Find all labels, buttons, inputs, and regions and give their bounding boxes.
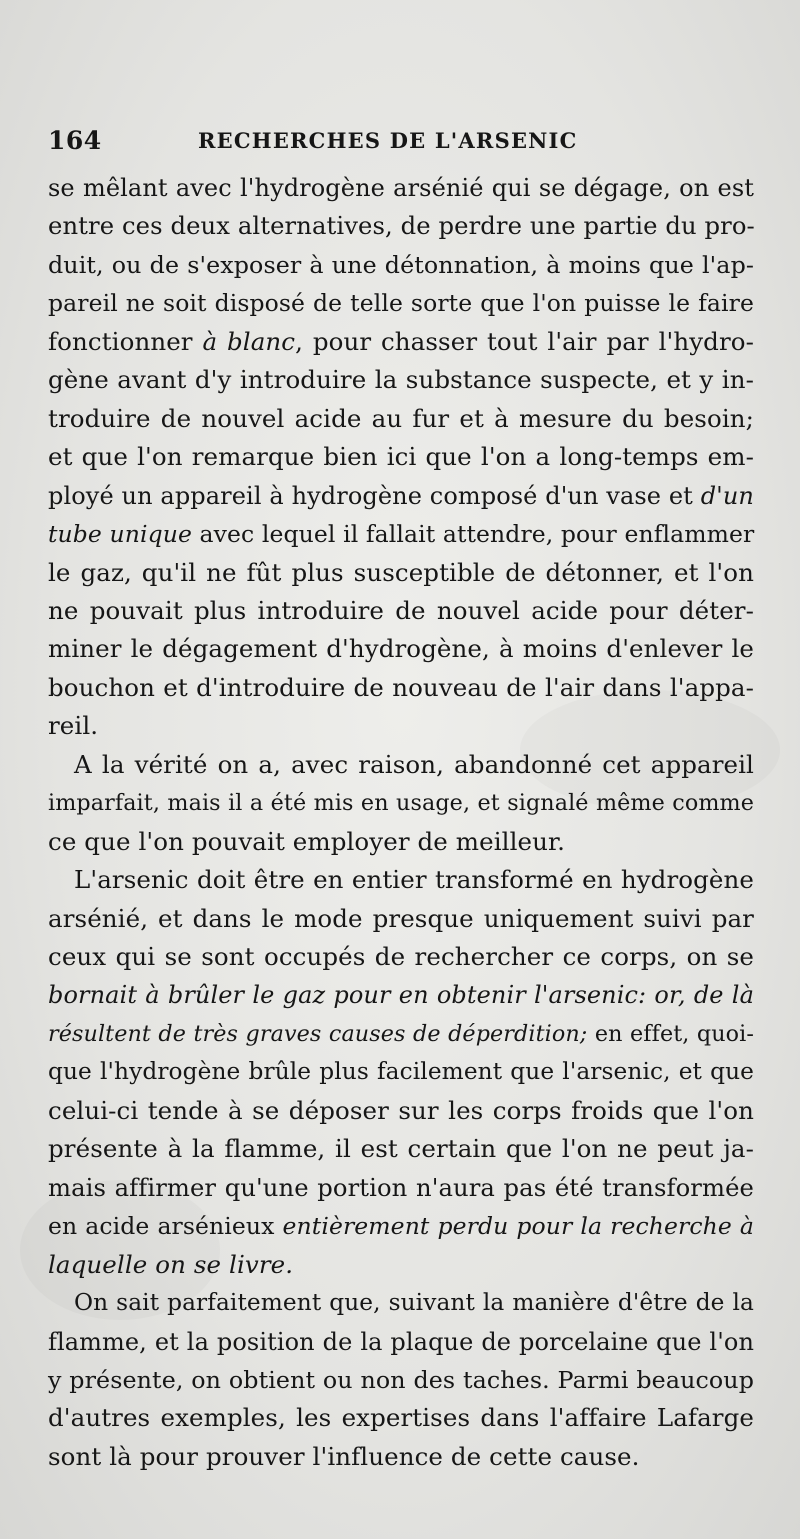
text-segment: arsénié, et dans le mode presque uniquement suivi par <box>48 903 754 933</box>
text-segment: ne pouvait plus introduire de nouvel acide pour déter- <box>48 595 754 625</box>
text-segment: duit, ou de s'exposer à une détonnation, à moins que l'ap- <box>48 250 754 279</box>
italic-text: laquelle on se livre. <box>48 1249 294 1279</box>
text-line <box>48 1055 754 1091</box>
text-line <box>48 479 754 515</box>
text-segment: gène avant d'y introduire la substance suspecte, et y in- <box>48 365 754 395</box>
text-line <box>48 440 754 476</box>
text-line <box>48 248 754 284</box>
text-segment: d'autres exemples, les expertises dans l'affaire Lafarge <box>48 1403 754 1433</box>
text-line <box>48 1209 754 1245</box>
text-segment: se mêlant avec l'hydrogène arsénié qui se dégage, on est <box>48 174 754 202</box>
text-line <box>48 709 754 745</box>
text-segment: en acide arsénieux <box>48 1212 283 1241</box>
text-segment: entre ces deux alternatives, de perdre une partie du pro- <box>48 211 755 241</box>
text-segment: bouchon et d'introduire de nouveau de l'air dans l'appa- <box>48 672 754 702</box>
text-segment: y présente, on obtient ou non des taches. Parmi beaucoup <box>48 1365 754 1394</box>
text-segment: reil. <box>48 711 99 741</box>
text-line <box>48 1132 754 1168</box>
text-line <box>48 786 754 822</box>
text-line <box>48 1248 754 1284</box>
text-segment: celui-ci tende à se déposer sur les corps froids que l'on <box>48 1095 754 1125</box>
text-line <box>48 825 754 861</box>
text-line <box>48 1094 754 1130</box>
text-segment: , pour chasser tout l'air par l'hydro- <box>295 326 754 356</box>
text-line <box>48 863 754 899</box>
text-line <box>48 556 754 592</box>
page-number: 164 <box>48 126 102 155</box>
text-line <box>48 1440 754 1476</box>
text-line <box>48 1286 754 1322</box>
text-line <box>48 1363 754 1399</box>
text-segment: imparfait, mais il a été mis en usage, et signalé même comme <box>48 790 754 817</box>
text-line <box>48 171 754 207</box>
text-segment: ployé un appareil à hydrogène composé d'un vase et <box>48 481 701 510</box>
text-segment: et que l'on remarque bien ici que l'on a long-temps em- <box>48 442 754 472</box>
italic-text: tube unique <box>48 520 192 549</box>
italic-text: entièrement perdu pour la recherche à <box>282 1212 754 1241</box>
text-segment: troduire de nouvel acide au fur et à mesure du besoin; <box>48 403 754 433</box>
text-segment: flamme, et la position de la plaque de porcelaine que l'on <box>48 1327 754 1356</box>
text-segment: L'arsenic doit être en entier transformé en hydrogène <box>74 865 754 895</box>
text-line <box>48 902 754 938</box>
text-segment: ce que l'on pouvait employer de meilleur. <box>48 826 566 856</box>
text-segment: avec lequel il fallait attendre, pour enflammer <box>191 520 755 549</box>
italic-text: résultent de très graves causes de déperdition; <box>48 1020 588 1047</box>
text-segment: On sait parfaitement que, suivant la manière d'être de la <box>74 1289 754 1317</box>
text-line <box>48 594 754 630</box>
italic-text: d'un <box>700 481 754 510</box>
text-line <box>48 286 754 322</box>
text-segment: en effet, quoi- <box>587 1020 754 1047</box>
text-segment: fonctionner <box>48 326 203 356</box>
text-segment: présente à la flamme, il est certain que l'on ne peut ja- <box>48 1134 754 1164</box>
text-line <box>48 325 754 361</box>
text-line <box>48 1401 754 1437</box>
text-segment: A la vérité on a, avec raison, abandonné cet appareil <box>74 749 754 779</box>
text-line <box>48 1171 754 1207</box>
text-line <box>48 209 754 245</box>
italic-text: bornait à brûler le gaz pour en obtenir l'arsenic: or, de là <box>48 981 754 1010</box>
text-line <box>48 402 754 438</box>
text-line <box>48 517 754 553</box>
text-segment: ceux qui se sont occupés de rechercher ce corps, on se <box>48 942 754 971</box>
italic-text: à blanc <box>202 326 296 356</box>
running-title: RECHERCHES DE L'ARSENIC <box>198 128 578 153</box>
text-line <box>48 1325 754 1361</box>
text-segment: sont là pour prouver l'influence de cette cause. <box>48 1441 640 1471</box>
text-line <box>48 978 754 1014</box>
text-segment: pareil ne soit disposé de telle sorte que l'on puisse le faire <box>48 289 754 318</box>
text-line <box>48 632 754 668</box>
text-segment: le gaz, qu'il ne fût plus susceptible de détonner, et l'on <box>48 557 754 587</box>
text-line <box>48 1017 754 1053</box>
text-line <box>48 363 754 399</box>
text-line <box>48 748 754 784</box>
page-header <box>48 126 752 160</box>
text-segment: miner le dégagement d'hydrogène, à moins d'enlever le <box>48 634 754 664</box>
text-line <box>48 671 754 707</box>
text-segment: mais affirmer qu'une portion n'aura pas été transformée <box>48 1172 754 1202</box>
text-line <box>48 940 754 976</box>
text-segment: que l'hydrogène brûle plus facilement que l'arsenic, et que <box>48 1058 754 1086</box>
